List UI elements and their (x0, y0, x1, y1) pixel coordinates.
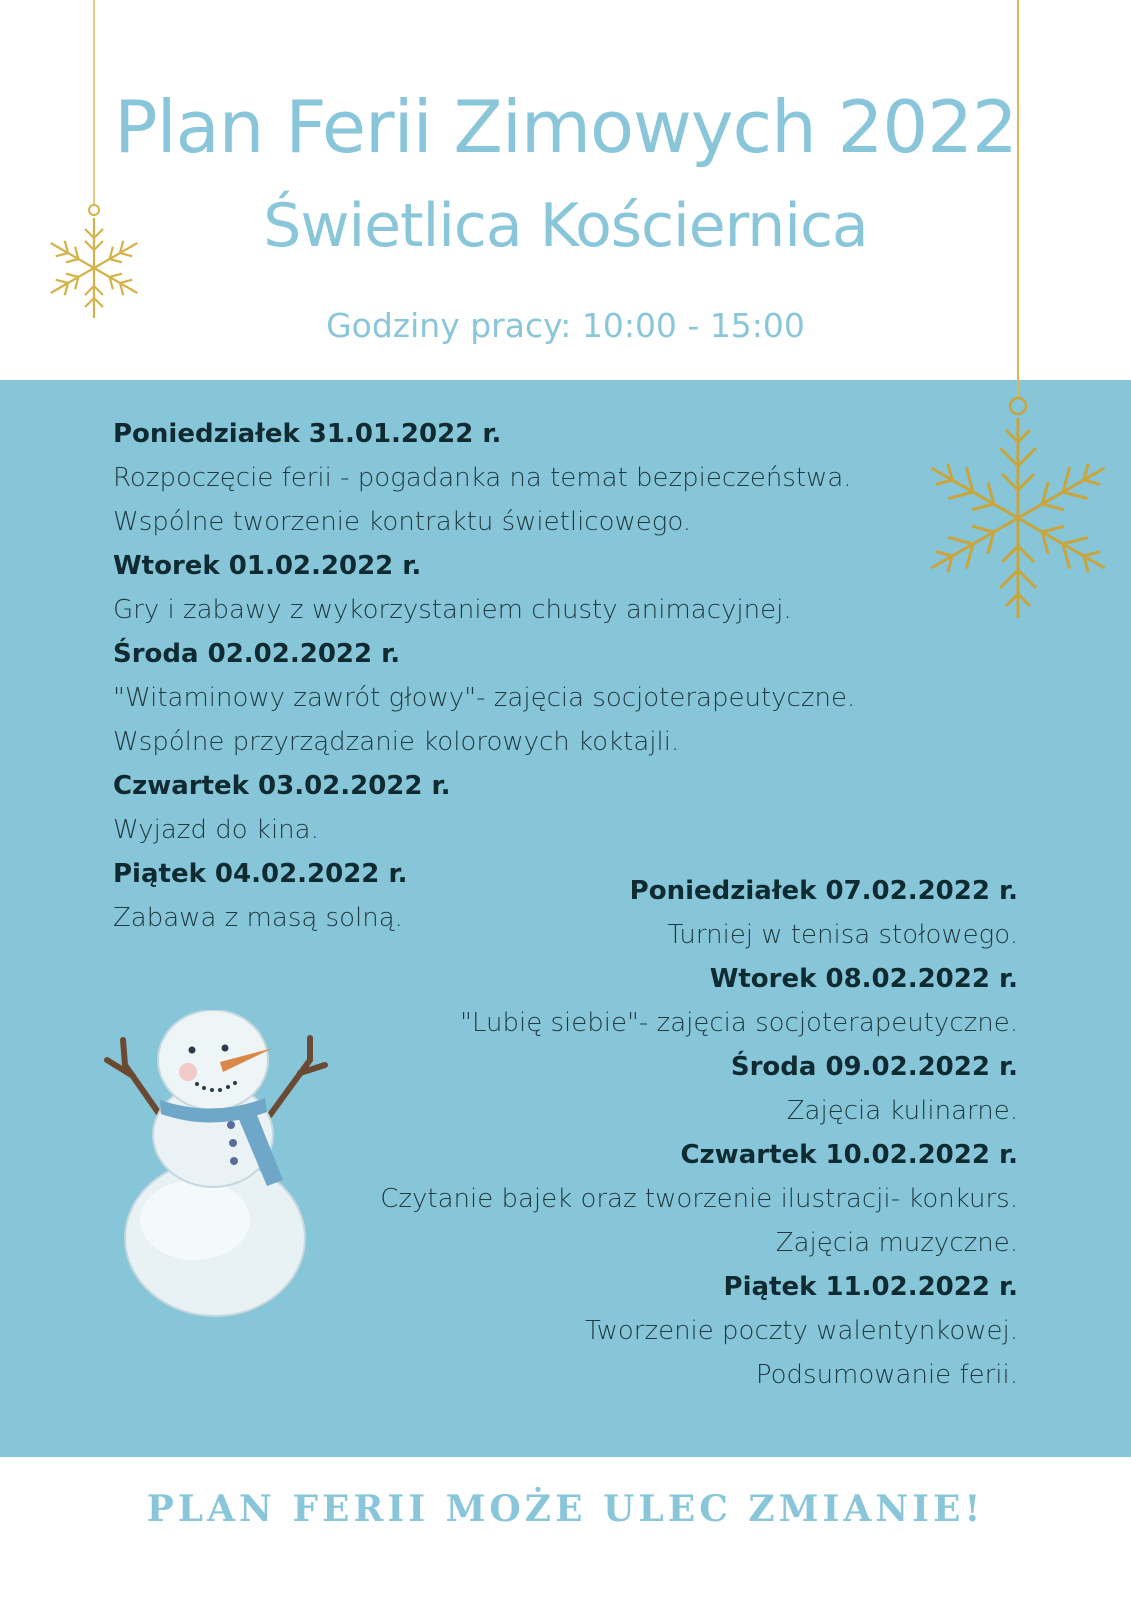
activity-text: Zajęcia muzyczne. (775, 1228, 1018, 1258)
opening-hours: Godziny pracy: 10:00 - 15:00 (326, 306, 805, 345)
day-heading: Czwartek 10.02.2022 r. (680, 1140, 1018, 1170)
activity-text: Wspólne przyrządzanie kolorowych koktajli. (113, 727, 680, 757)
day-heading: Wtorek 01.02.2022 r. (113, 551, 422, 581)
activity-text: "Lubię siebie"- zajęcia socjoterapeutyczne. (460, 1008, 1018, 1038)
activity-text: Zabawa z masą solną. (113, 903, 403, 933)
activity-text: Zajęcia kulinarne. (786, 1096, 1018, 1126)
activity-text: Gry i zabawy z wykorzystaniem chusty animacyjnej. (113, 595, 792, 625)
activity-text: Wspólne tworzenie kontraktu świetlicowego. (113, 507, 692, 537)
activity-text: Czytanie bajek oraz tworzenie ilustracji- konkurs. (380, 1184, 1018, 1214)
activity-text: "Witaminowy zawrót głowy"- zajęcia socjoterapeutyczne. (113, 683, 856, 713)
activity-text: Podsumowanie ferii. (755, 1360, 1018, 1390)
day-heading: Poniedziałek 31.01.2022 r. (113, 419, 502, 449)
day-heading: Piątek 04.02.2022 r. (113, 859, 408, 889)
snowflake-ornament-right (920, 0, 1110, 630)
day-heading: Piątek 11.02.2022 r. (723, 1272, 1018, 1302)
day-heading: Środa 02.02.2022 r. (113, 639, 401, 669)
page-subtitle: Świetlica Kościernica (263, 191, 868, 261)
day-heading: Środa 09.02.2022 r. (730, 1052, 1018, 1082)
snowman-icon (85, 1010, 345, 1320)
page-title: Plan Ferii Zimowych 2022 (114, 85, 1017, 169)
day-heading: Czwartek 03.02.2022 r. (113, 771, 451, 801)
change-notice: PLAN FERII MOŻE ULEC ZMIANIE! (146, 1488, 985, 1530)
day-heading: Poniedziałek 07.02.2022 r. (629, 876, 1018, 906)
activity-text: Rozpoczęcie ferii - pogadanka na temat bezpieczeństwa. (113, 463, 852, 493)
activity-text: Wyjazd do kina. (113, 815, 319, 845)
activity-text: Turniej w tenisa stołowego. (667, 920, 1018, 950)
day-heading: Wtorek 08.02.2022 r. (709, 964, 1018, 994)
snowflake-icon (922, 418, 1110, 618)
activity-text: Tworzenie poczty walentynkowej. (585, 1316, 1018, 1346)
